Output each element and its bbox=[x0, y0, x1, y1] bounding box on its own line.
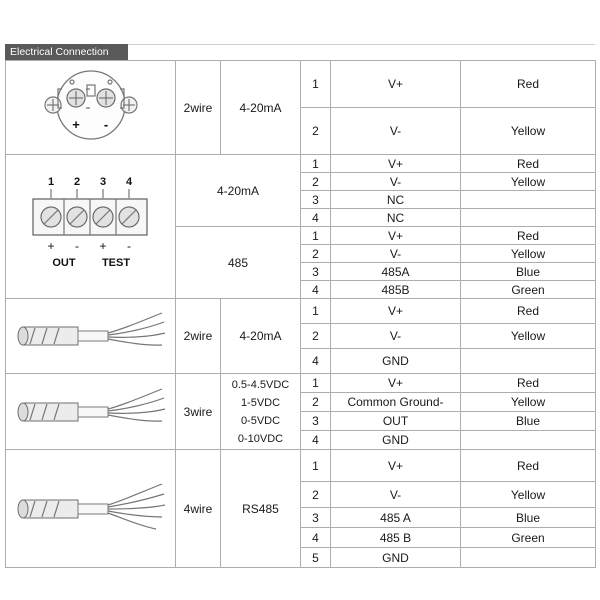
polarity-minus-2: - bbox=[126, 238, 131, 253]
pin-number-cell: 1 bbox=[301, 155, 331, 173]
wire-color-cell bbox=[461, 191, 596, 209]
signal-option: 1-5VDC bbox=[240, 396, 281, 409]
pin-name-cell: V+ bbox=[331, 227, 461, 245]
pin-number-cell: 2 bbox=[301, 393, 331, 412]
wire-color-cell: Yellow bbox=[461, 393, 596, 412]
pin-number-cell: 2 bbox=[301, 173, 331, 191]
signal-option: 0.5-4.5VDC bbox=[231, 378, 290, 391]
pin-name-cell: GND bbox=[331, 431, 461, 450]
test-label: TEST bbox=[101, 256, 130, 269]
terminal-number-1: 1 bbox=[47, 175, 54, 188]
pin-name-cell: GND bbox=[331, 548, 461, 568]
stripped-cable-diagram bbox=[11, 384, 171, 440]
pin-name-cell: 485B bbox=[331, 281, 461, 299]
pin-name-cell: V+ bbox=[331, 374, 461, 393]
wire-color-cell bbox=[461, 349, 596, 374]
polarity-plus-2: + bbox=[98, 238, 107, 253]
wire-color-cell: Blue bbox=[461, 412, 596, 431]
wire-color-cell: Green bbox=[461, 281, 596, 299]
wire-color-cell: Red bbox=[461, 374, 596, 393]
wire-color-cell: Blue bbox=[461, 508, 596, 528]
signal-type-cell: 4-20mA bbox=[221, 61, 301, 155]
stripped-cable-diagram bbox=[11, 479, 171, 539]
wire-color-cell: Red bbox=[461, 299, 596, 324]
transmitter-head-diagram bbox=[26, 65, 156, 151]
transmitter-head-image-cell bbox=[6, 61, 176, 155]
terminal-number-2: 2 bbox=[73, 175, 80, 188]
pin-number-cell: 1 bbox=[301, 450, 331, 482]
pin-number-cell: 4 bbox=[301, 349, 331, 374]
signal-type-cell: 4-20mA bbox=[221, 299, 301, 374]
pin-name-cell: V- bbox=[331, 245, 461, 263]
signal-type-cell bbox=[221, 374, 301, 450]
terminal-number-4: 4 bbox=[125, 175, 132, 188]
cable-image-cell bbox=[6, 374, 176, 450]
signal-option: 0-10VDC bbox=[237, 432, 284, 445]
pin-name-cell: V+ bbox=[331, 155, 461, 173]
wire-color-cell: Yellow bbox=[461, 108, 596, 155]
pin-number-cell: 4 bbox=[301, 281, 331, 299]
connection-table bbox=[5, 60, 596, 568]
signal-type-cell: 485 bbox=[176, 227, 301, 299]
pin-number-cell: 1 bbox=[301, 227, 331, 245]
pin-number-cell: 4 bbox=[301, 209, 331, 227]
pin-name-cell: NC bbox=[331, 209, 461, 227]
wire-color-cell: Red bbox=[461, 450, 596, 482]
wire-color-cell bbox=[461, 431, 596, 450]
cable-image-cell bbox=[6, 450, 176, 568]
signal-option: 0-5VDC bbox=[240, 414, 281, 427]
pin-name-cell: V+ bbox=[331, 61, 461, 108]
table-row bbox=[6, 450, 596, 482]
wire-color-cell: Red bbox=[461, 227, 596, 245]
pin-name-cell: Common Ground- bbox=[331, 393, 461, 412]
pin-number-cell: 3 bbox=[301, 508, 331, 528]
pin-number-cell: 1 bbox=[301, 299, 331, 324]
wire-type-cell: 3wire bbox=[176, 374, 221, 450]
pin-number-cell: 2 bbox=[301, 108, 331, 155]
wire-color-cell: Red bbox=[461, 61, 596, 108]
pin-number-cell: 4 bbox=[301, 528, 331, 548]
section-title-bar: Electrical Connection bbox=[5, 44, 128, 60]
cable-image-cell bbox=[6, 299, 176, 374]
pin-number-cell: 2 bbox=[301, 482, 331, 508]
pin-name-cell: V- bbox=[331, 173, 461, 191]
wire-color-cell bbox=[461, 548, 596, 568]
table-row bbox=[6, 299, 596, 324]
pin-name-cell: V- bbox=[331, 482, 461, 508]
wire-color-cell: Yellow bbox=[461, 482, 596, 508]
pin-name-cell: OUT bbox=[331, 412, 461, 431]
pin-name-cell: 485 A bbox=[331, 508, 461, 528]
stripped-cable-diagram bbox=[11, 308, 171, 364]
pin-name-cell: GND bbox=[331, 349, 461, 374]
wire-type-cell: 4wire bbox=[176, 450, 221, 568]
pin-name-cell: 485 B bbox=[331, 528, 461, 548]
pin-number-cell: 1 bbox=[301, 61, 331, 108]
head-minus-label: - bbox=[103, 116, 108, 132]
table-row bbox=[6, 61, 596, 108]
pin-name-cell: V- bbox=[331, 108, 461, 155]
wire-color-cell: Yellow bbox=[461, 173, 596, 191]
pin-name-cell: NC bbox=[331, 191, 461, 209]
pin-number-cell: 4 bbox=[301, 431, 331, 450]
pin-name-cell: V+ bbox=[331, 450, 461, 482]
signal-type-cell: RS485 bbox=[221, 450, 301, 568]
pin-number-cell: 3 bbox=[301, 263, 331, 281]
terminal-number-3: 3 bbox=[99, 175, 106, 188]
signal-type-cell: 4-20mA bbox=[176, 155, 301, 227]
table-row bbox=[6, 155, 596, 173]
out-label: OUT bbox=[51, 256, 76, 269]
pin-number-cell: 5 bbox=[301, 548, 331, 568]
pin-name-cell: V- bbox=[331, 324, 461, 349]
pin-number-cell: 2 bbox=[301, 245, 331, 263]
wire-type-cell: 2wire bbox=[176, 61, 221, 155]
wire-color-cell: Blue bbox=[461, 263, 596, 281]
pin-number-cell: 3 bbox=[301, 191, 331, 209]
table-row bbox=[6, 374, 596, 393]
terminal-block-diagram bbox=[25, 173, 157, 281]
terminal-block-image-cell bbox=[6, 155, 176, 299]
pin-name-cell: 485A bbox=[331, 263, 461, 281]
pin-number-cell: 3 bbox=[301, 412, 331, 431]
polarity-minus-1: - bbox=[74, 238, 79, 253]
wire-color-cell bbox=[461, 209, 596, 227]
pin-name-cell: V+ bbox=[331, 299, 461, 324]
pin-number-cell: 2 bbox=[301, 324, 331, 349]
wire-color-cell: Red bbox=[461, 155, 596, 173]
pin-number-cell: 1 bbox=[301, 374, 331, 393]
wire-type-cell: 2wire bbox=[176, 299, 221, 374]
wire-color-cell: Green bbox=[461, 528, 596, 548]
wire-color-cell: Yellow bbox=[461, 324, 596, 349]
head-plus-label: + bbox=[71, 116, 80, 132]
wire-color-cell: Yellow bbox=[461, 245, 596, 263]
polarity-plus-1: + bbox=[46, 238, 55, 253]
